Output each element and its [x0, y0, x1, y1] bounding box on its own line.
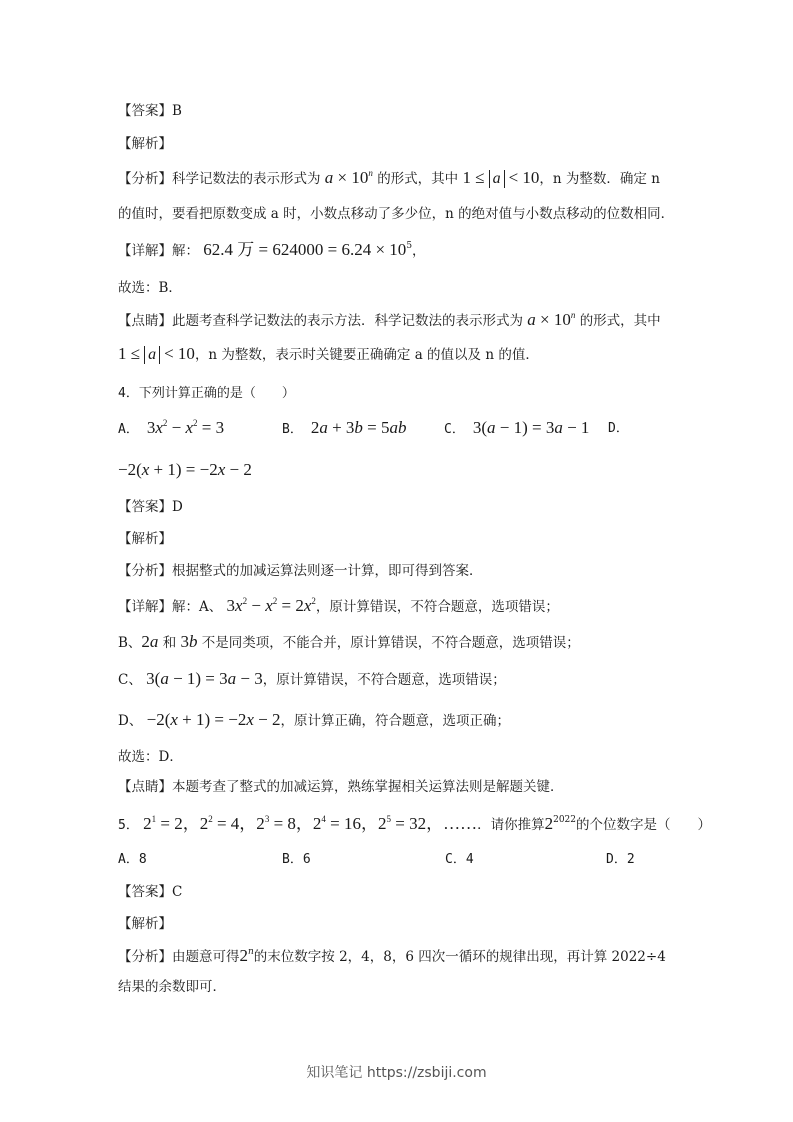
- q3-fenxi: 【分析】科学记数法的表示形式为 $a \times 10^n$ 的形式，其中 1 ≤ a < 10，n 为整数．确定 n: [118, 168, 660, 187]
- q4-option-c: C． 3(a − 1) = 3a − 1: [444, 418, 590, 437]
- q4-dianjing: 【点睛】本题考查了整式的加减运算，熟练掌握相关运算法则是解题关键．: [118, 779, 564, 795]
- q5-answer: 【答案】C: [118, 884, 183, 900]
- footer-watermark: 知识笔记 https://zsbiji.com: [306, 1065, 487, 1081]
- q4-xiangjie-b: B、2a 和 3b 不是同类项，不能合并，原计算错误，不符合题意，选项错误；: [118, 632, 580, 651]
- q4-option-d-label: D．: [608, 421, 629, 436]
- q5-stem: 5． $2^1 = 2$，$2^2 = 4$，$2^3 = 8$，$2^4 = 16$，$2^5 = 32$，……．请你推算$2^{2022}$的个位数字是（ ）: [118, 814, 711, 833]
- q4-xiangjie-d: D、 −2(x + 1) = −2x − 2，原计算正确，符合题意，选项正确；: [118, 710, 510, 729]
- q3-answer: 【答案】B: [118, 103, 182, 119]
- q4-xiangjie-c: C、 3(a − 1) = 3a − 3，原计算错误，不符合题意，选项错误；: [118, 669, 506, 688]
- q4-choice: 故选：D．: [118, 749, 183, 765]
- q5-option-a: A．8: [118, 852, 147, 867]
- q5-options: [118, 850, 658, 872]
- q3-dianjing-line2: 1 ≤ a < 10，n 为整数，表示时关键要正确确定 a 的值以及 n 的值．: [118, 344, 539, 363]
- q4-option-d: −2(x + 1) = −2x − 2: [118, 460, 252, 479]
- q4-option-a: A． $3x^2 - x^2 = 3$: [118, 418, 225, 437]
- q5-option-d: D．2: [606, 852, 635, 867]
- q4-answer: 【答案】D: [118, 499, 183, 515]
- q5-fenxi: 【分析】由题意可得2$^n$的末位数字按 2，4，8，6 四次一循环的规律出现，再计算 2022÷4: [118, 946, 666, 965]
- q5-option-c: C．4: [445, 852, 474, 867]
- q4-stem: 4．下列计算正确的是（ ）: [118, 386, 295, 401]
- q3-fenxi-line2: 的值时，要看把原数变成 a 时，小数点移动了多少位，n 的绝对值与小数点移动的位数相同．: [118, 206, 675, 222]
- q5-analysis-title: 【解析】: [118, 916, 172, 932]
- q3-choice: 故选：B．: [118, 280, 182, 296]
- q3-dianjing: 【点睛】此题考查科学记数法的表示方法．科学记数法的表示形式为 $a \times 10^n$ 的形式，其中: [118, 310, 661, 329]
- q4-options: [118, 418, 678, 442]
- q5-option-b: B．6: [282, 852, 311, 867]
- q5-fenxi-line2: 结果的余数即可．: [118, 979, 226, 995]
- q3-analysis-title: 【解析】: [118, 136, 172, 152]
- q4-analysis-title: 【解析】: [118, 531, 172, 547]
- q4-xiangjie-a: 【详解】解：A、 $3x^2 - x^2 = 2x^2$，原计算错误，不符合题意，选项错误；: [118, 596, 559, 615]
- q3-xiangjie: 【详解】解： 62.4 万 = $624000 = 6.24 \times 10^5$，: [118, 240, 426, 259]
- q4-fenxi: 【分析】根据整式的加减运算法则逐一计算，即可得到答案．: [118, 563, 483, 579]
- q4-option-b: B． 2a + 3b = 5ab: [282, 418, 407, 437]
